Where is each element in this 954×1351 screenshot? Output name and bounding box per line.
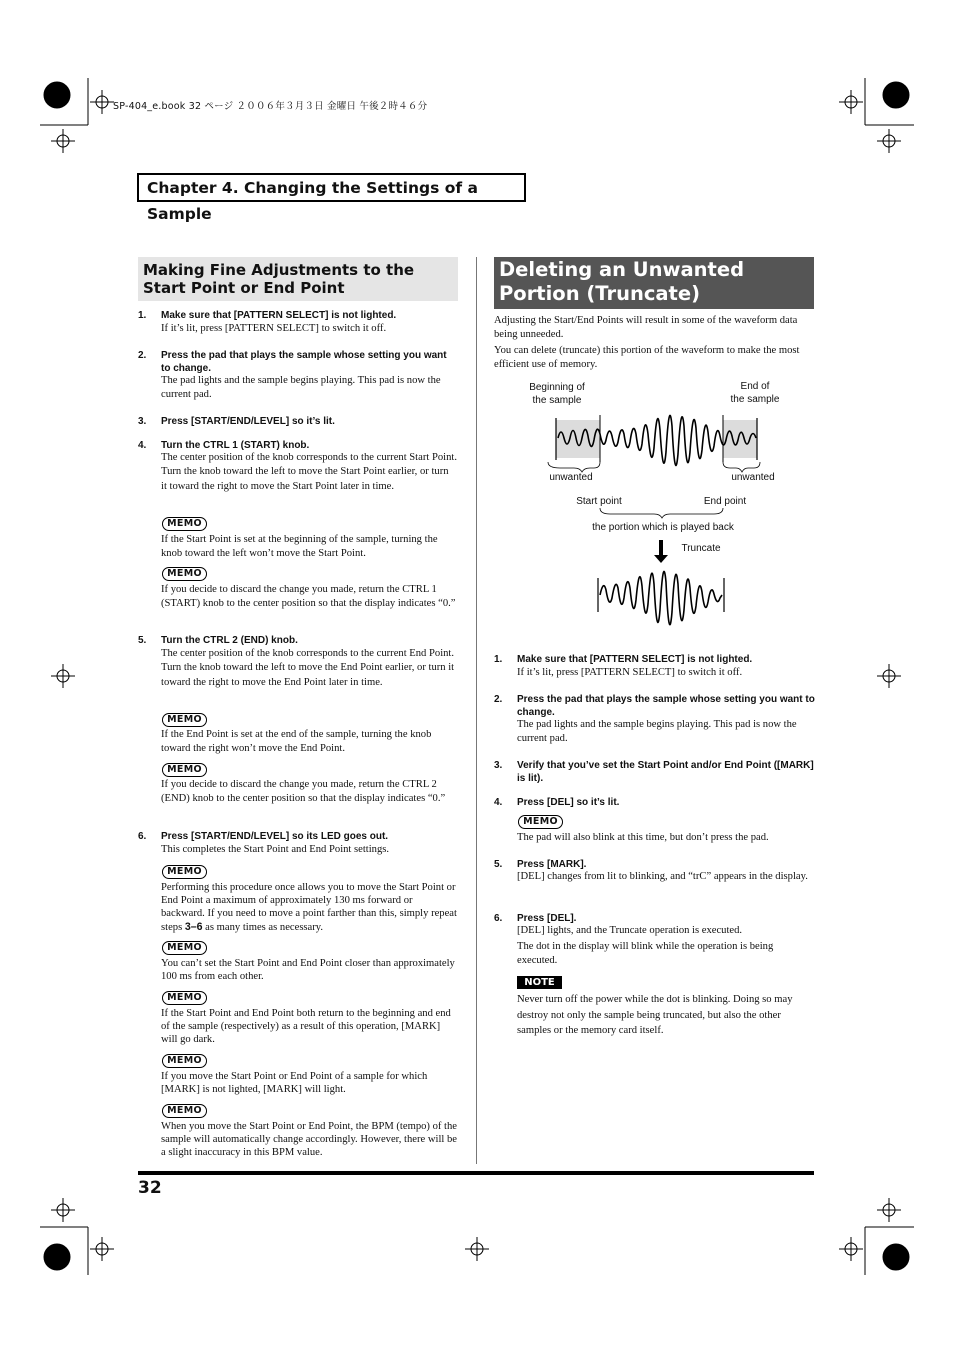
- left-memo-1: If the Start Point is set at the beginning of the sample, turning the knob toward the left won’t move the Start Point.: [161, 534, 438, 560]
- memo-badge: MEMO: [162, 763, 207, 777]
- step-number: 2.: [494, 694, 503, 705]
- step-number: 6.: [494, 913, 503, 924]
- waveform-truncated: [600, 571, 722, 624]
- right-step-5-body: [DEL] changes from lit to blinking, and “trC” appears in the display.: [517, 871, 808, 882]
- right-intro-1: Adjusting the Start/End Points will result in some of the waveform data being unneeded.: [494, 315, 798, 341]
- unwanted-region-right: [723, 420, 757, 458]
- memo-badge: MEMO: [162, 941, 207, 955]
- memo-badge: MEMO: [162, 713, 207, 727]
- memo-badge: MEMO: [518, 815, 563, 829]
- label-beginning: Beginning of the sample: [529, 382, 585, 406]
- chapter-title: Chapter 4. Changing the Settings of a Sample: [137, 173, 526, 202]
- right-step-2-body: The pad lights and the sample begins playing. This pad is now the current pad.: [517, 719, 797, 745]
- step-title: Press [MARK].: [517, 859, 587, 870]
- page-number: 32: [138, 1178, 162, 1198]
- step-title: Press [START/END/LEVEL] so its LED goes out.: [161, 831, 389, 842]
- memo-badge: MEMO: [162, 1054, 207, 1068]
- label-start-point: Start point: [576, 496, 622, 507]
- step-number: 1.: [494, 654, 503, 665]
- step-title: Press [DEL] so it’s lit.: [517, 797, 620, 808]
- left-memo-4: If you decide to discard the change you made, return the CTRL 2 (END) knob to the center position so that the display indicates “0.”: [161, 779, 446, 805]
- step-title: Press the pad that plays the sample whose setting you want to change.: [161, 350, 447, 374]
- right-note: Never turn off the power while the dot is blinking. Doing so may destroy not only the sample being truncated, but also the other samples or the memory card itself.: [517, 994, 793, 1036]
- step-title: Make sure that [PATTERN SELECT] is not lighted.: [161, 310, 397, 321]
- right-step-6-body-1: [DEL] lights, and the Truncate operation is executed.: [517, 925, 743, 936]
- left-step-5-body: The center position of the knob corresponds to the current End Point. Turn the knob toward the left to move the End Point earlier, or turn it toward the right to move the End Point later in time.: [161, 648, 455, 688]
- left-memo-9: When you move the Start Point or End Point, the BPM (tempo) of the sample will automatically change accordingly. However, there will be a slight inaccuracy in this BPM value.: [161, 1121, 458, 1159]
- left-step-1-body: If it’s lit, press [PATTERN SELECT] to switch it off.: [161, 323, 387, 334]
- step-title: Press [START/END/LEVEL] so it’s lit.: [161, 416, 335, 427]
- left-memo-2: If you decide to discard the change you made, return the CTRL 1 (START) knob to the center position so that the display indicates “0.”: [161, 584, 456, 610]
- left-memo-5: Performing this procedure once allows you to move the Start Point or End Point a maximum of approximately 130 ms forward or backward. If you need to move a point farther than this, simply repeat steps 3–6 as many times as necessary.: [161, 882, 457, 933]
- label-end: End of the sample: [730, 381, 780, 405]
- step-title: Turn the CTRL 2 (END) knob.: [161, 635, 298, 646]
- step-title: Verify that you’ve set the Start Point and/or End Point ([MARK] is lit).: [517, 760, 814, 784]
- step-number: 2.: [138, 350, 147, 361]
- memo-badge: MEMO: [162, 991, 207, 1005]
- left-memo-7: If the Start Point and End Point both return to the beginning and end of the sample (respectively) as a result of this operation, [MARK] will go dark.: [161, 1008, 451, 1046]
- step-title: Press [DEL].: [517, 913, 577, 924]
- step-number: 3.: [494, 760, 503, 771]
- label-truncate: Truncate: [681, 543, 721, 554]
- step-number: 5.: [138, 635, 147, 646]
- right-intro-2: You can delete (truncate) this portion of the waveform to make the most efficient use of memory.: [494, 345, 800, 371]
- left-step-6-body: This completes the Start Point and End Point settings.: [161, 844, 390, 855]
- right-section-heading: Deleting an Unwanted Portion (Truncate): [494, 257, 814, 309]
- file-header: SP-404_e.book 32 ページ ２００６年３月３日 金曜日 午後２時４６分: [113, 101, 428, 112]
- left-step-4-body: The center position of the knob corresponds to the current Start Point. Turn the knob toward the left to move the Start Point earlier, or turn it toward the right to move the Start Point later in time.: [161, 452, 457, 492]
- footer-rule: [138, 1171, 814, 1175]
- left-memo-6: You can’t set the Start Point and End Point closer than approximately 100 ms from each other.: [161, 958, 455, 983]
- label-unwanted-right: unwanted: [731, 472, 775, 483]
- left-step-2-body: The pad lights and the sample begins playing. This pad is now the current pad.: [161, 375, 441, 401]
- memo-badge: MEMO: [162, 567, 207, 581]
- step-number: 5.: [494, 859, 503, 870]
- step-title: Press the pad that plays the sample whose setting you want to change.: [517, 694, 815, 718]
- left-memo-3: If the End Point is set at the end of the sample, turning the knob toward the right won’t move the End Point.: [161, 729, 432, 755]
- step-title: Make sure that [PATTERN SELECT] is not lighted.: [517, 654, 753, 665]
- memo-badge: MEMO: [162, 517, 207, 531]
- step-number: 1.: [138, 310, 147, 321]
- step-title: Turn the CTRL 1 (START) knob.: [161, 440, 310, 451]
- note-badge: NOTE: [517, 976, 562, 989]
- step-number: 4.: [138, 440, 147, 451]
- column-divider: [476, 257, 477, 1164]
- step-number: 3.: [138, 416, 147, 427]
- step-number: 6.: [138, 831, 147, 842]
- label-unwanted-left: unwanted: [549, 472, 593, 483]
- left-memo-8: If you move the Start Point or End Point of a sample for which [MARK] is not lighted, [MARK] will light.: [161, 1071, 428, 1096]
- step-number: 4.: [494, 797, 503, 808]
- label-played-back: the portion which is played back: [592, 522, 734, 533]
- left-section-heading: Making Fine Adjustments to the Start Point or End Point: [138, 257, 458, 301]
- right-step-6-body-2: The dot in the display will blink while the operation is being executed.: [517, 941, 774, 967]
- right-step-1-body: If it’s lit, press [PATTERN SELECT] to switch it off.: [517, 667, 743, 678]
- memo-badge: MEMO: [162, 865, 207, 879]
- label-end-point: End point: [703, 496, 747, 507]
- right-memo-1: The pad will also blink at this time, but don’t press the pad.: [517, 832, 769, 843]
- memo-badge: MEMO: [162, 1104, 207, 1118]
